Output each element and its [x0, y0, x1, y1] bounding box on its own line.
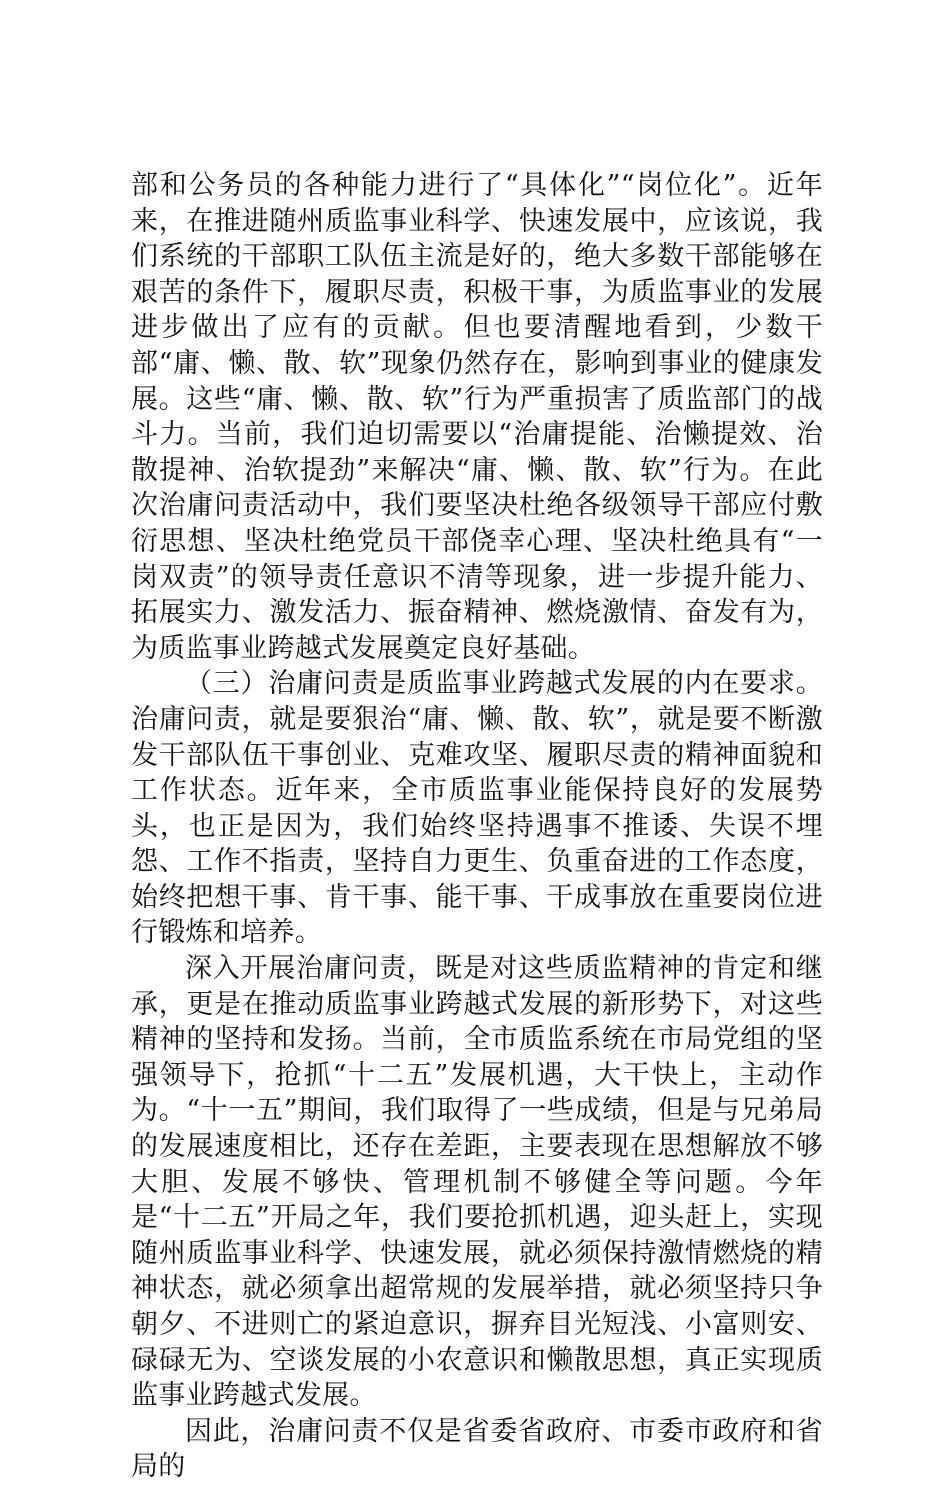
paragraph-section-three: （三）治庸问责是质监事业跨越式发展的内在要求。治庸问责，就是要狠治“庸、懒、散、软”，就是要不断激发干部队伍干事创业、克难攻坚、履职尽责的精神面貌和工作状态。近年来，全市质监事业能保持良好的发展势头，也正是因为，我们始终坚持遇事不推诿、失误不埋怨、工作不指责，坚持自力更生、负重奋进的工作态度，始终把想干事、肯干事、能干事、干成事放在重要岗位进行锻炼和培养。: [131, 668, 823, 949]
paragraph-therefore: 因此，治庸问责不仅是省委省政府、市委市政府和省局的: [131, 1415, 823, 1483]
paragraph-deepen: 深入开展治庸问责，既是对这些质监精神的肯定和继承，更是在推动质监事业跨越式发展的新形势下，对这些精神的坚持和发扬。当前，全市质监系统在市局党组的坚强领导下，抢抓“十二五”发展机遇，大干快上，主动作为。“十一五”期间，我们取得了一些成绩，但是与兄弟局的发展速度相比，还存在差距，主要表现在思想解放不够大胆、发展不够快、管理机制不够健全等问题。今年是“十二五”开局之年，我们要抢抓机遇，迎头赶上，实现随州质监事业科学、快速发展，就必须保持激情燃烧的精神状态，就必须拿出超常规的发展举措，就必须坚持只争朝夕、不进则亡的紧迫意识，摒弃目光短浅、小富则安、碌碌无为、空谈发展的小农意识和懒散思想，真正实现质监事业跨越式发展。: [131, 953, 823, 1412]
body-text: [131, 168, 823, 1485]
paragraph-continuation: 部和公务员的各种能力进行了“具体化”“岗位化”。近年来，在推进随州质监事业科学、快速发展中，应该说，我们系统的干部职工队伍主流是好的，绝大多数干部能够在艰苦的条件下，履职尽责，积极干事，为质监事业的发展进步做出了应有的贡献。但也要清醒地看到，少数干部“庸、懒、散、软”现象仍然存在，影响到事业的健康发展。这些“庸、懒、散、软”行为严重损害了质监部门的战斗力。当前，我们迫切需要以“治庸提能、治懒提效、治散提神、治软提劲”来解决“庸、懒、散、软”行为。在此次治庸问责活动中，我们要坚决杜绝各级领导干部应付敷衍思想、坚决杜绝党员干部侥幸心理、坚决杜绝具有“一岗双责”的领导责任意识不清等现象，进一步提升能力、拓展实力、激发活力、振奋精神、燃烧激情、奋发有为，为质监事业跨越式发展奠定良好基础。: [131, 170, 823, 664]
